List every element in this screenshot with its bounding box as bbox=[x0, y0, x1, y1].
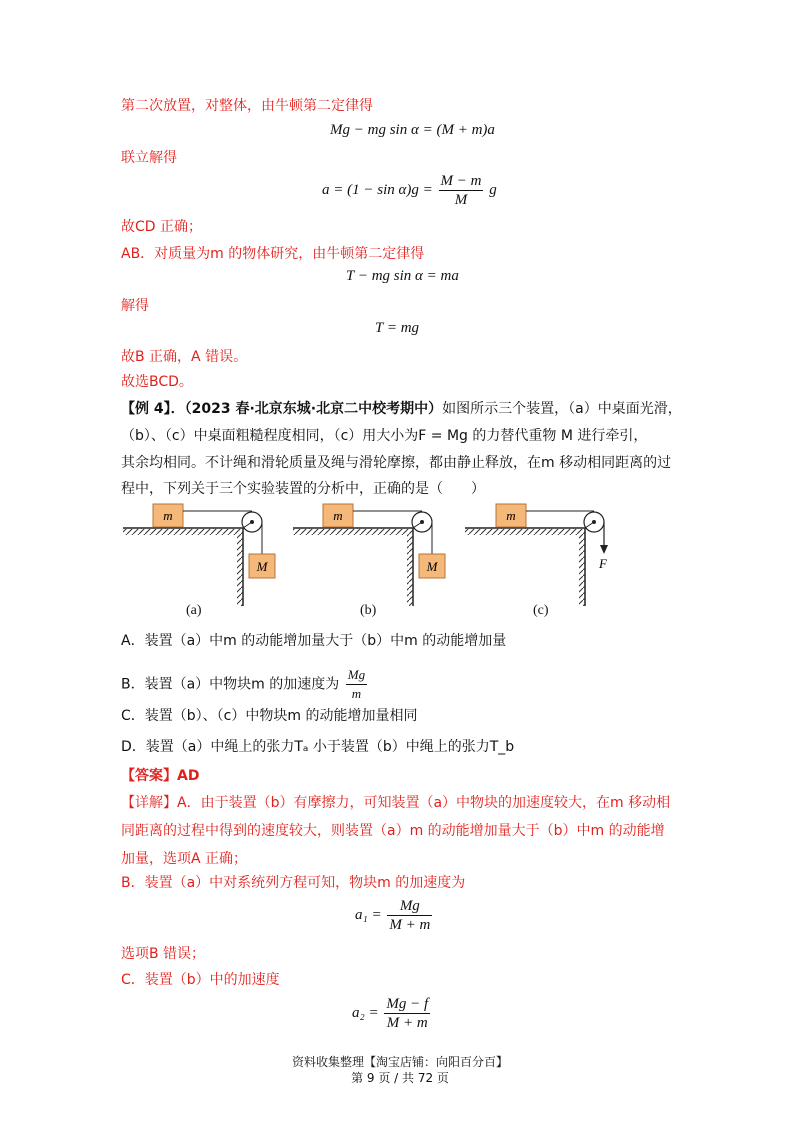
table-edge bbox=[579, 535, 585, 606]
label-m: m bbox=[163, 508, 173, 523]
text-line: 故选BCD。 bbox=[121, 374, 193, 390]
detail-line: 【详解】A．由于装置（b）有摩擦力，可知装置（a）中物块的加速度较大，在m 移动相 bbox=[121, 795, 671, 811]
fraction bbox=[439, 172, 484, 209]
label-m: m bbox=[333, 508, 343, 523]
option-b-text: B．装置（a）中物块m 的加速度为 bbox=[121, 676, 340, 693]
equation bbox=[322, 172, 497, 209]
table-edge bbox=[407, 535, 413, 606]
detail-line: 选项B 错误； bbox=[121, 946, 206, 962]
option-b bbox=[121, 666, 369, 703]
caption-a: (a) bbox=[186, 603, 202, 618]
detail-line: B．装置（a）中对系统列方程可知，物块m 的加速度为 bbox=[121, 875, 466, 891]
footer-source: 资料收集整理【淘宝店铺：向阳百分百】 bbox=[291, 1055, 508, 1069]
question-line: （b）、（c）中桌面粗糙程度相同，（c）用大小为F = Mg 的力替代重物 M 进行牵引， bbox=[121, 428, 648, 444]
example-tag: 【例 4】． bbox=[121, 401, 185, 417]
page-number: 第 9 页 / 共 72 页 bbox=[351, 1071, 449, 1085]
option-c: C．装置（b）、（c）中物块m 的动能增加量相同 bbox=[121, 708, 418, 724]
fraction bbox=[346, 666, 367, 703]
device-a bbox=[123, 504, 275, 606]
fraction-denominator: m bbox=[351, 686, 362, 701]
label-F: F bbox=[599, 556, 607, 571]
label-M: M bbox=[426, 559, 438, 574]
question-line: 其余均相同。不计绳和滑轮质量及绳与滑轮摩擦，都由静止释放，在m 移动相同距离的过 bbox=[121, 455, 672, 471]
equation-left: a₁ = bbox=[355, 906, 382, 923]
answer-label: 【答案】AD bbox=[121, 768, 200, 784]
table-edge bbox=[237, 535, 243, 606]
fraction-numerator: Mg − f bbox=[386, 996, 429, 1012]
fraction-numerator: Mg bbox=[346, 666, 367, 685]
question-line: 程中，下列关于三个实验装置的分析中，正确的是（ ） bbox=[121, 481, 485, 497]
label-M: M bbox=[256, 559, 268, 574]
fraction-numerator: M − m bbox=[440, 173, 482, 189]
equation: T − mg sin α = ma bbox=[346, 268, 459, 284]
device-c bbox=[465, 504, 608, 606]
text-line: 解得 bbox=[121, 298, 149, 314]
equation bbox=[352, 995, 432, 1032]
fraction bbox=[387, 897, 432, 934]
fraction bbox=[384, 995, 430, 1032]
text-line: 第二次放置，对整体，由牛顿第二定律得 bbox=[121, 98, 373, 114]
device-b bbox=[293, 504, 445, 606]
text-line: 联立解得 bbox=[121, 150, 177, 166]
equation bbox=[355, 897, 434, 934]
label-m: m bbox=[506, 508, 516, 523]
text-line: 故B 正确，A 错误。 bbox=[121, 349, 248, 365]
table-surface bbox=[123, 529, 243, 535]
table-surface bbox=[293, 529, 413, 535]
example-source: （2023 春·北京东城·北京二中校考期中） bbox=[184, 401, 443, 417]
fraction-denominator: M bbox=[454, 192, 468, 208]
text-line: AB．对质量为m 的物体研究，由牛顿第二定律得 bbox=[121, 246, 425, 262]
question-line bbox=[121, 399, 682, 419]
detail-line: 同距离的过程中得到的速度较大，则装置（a）m 的动能增加量大于（b）中m 的动能增 bbox=[121, 823, 665, 839]
equation: T = mg bbox=[375, 320, 420, 336]
equation-left: a = (1 − sin α)g = bbox=[322, 181, 433, 198]
fraction-denominator: M + m bbox=[389, 917, 431, 933]
table-surface bbox=[465, 529, 585, 535]
detail-line: C．装置（b）中的加速度 bbox=[121, 972, 280, 988]
equation: Mg − mg sin α = (M + m)a bbox=[330, 122, 495, 138]
option-d: D．装置（a）中绳上的张力Tₐ 小于装置（b）中绳上的张力T_b bbox=[121, 739, 515, 755]
equation-left: a₂ = bbox=[352, 1004, 379, 1021]
option-a: A．装置（a）中m 的动能增加量大于（b）中m 的动能增加量 bbox=[121, 633, 507, 649]
caption-b: (b) bbox=[360, 603, 377, 618]
fraction-denominator: M + m bbox=[386, 1015, 428, 1031]
question-text: 如图所示三个装置，（a）中桌面光滑， bbox=[442, 401, 682, 417]
equation-right: g bbox=[489, 181, 497, 198]
detail-line: 加量，选项A 正确； bbox=[121, 851, 248, 867]
caption-c: (c) bbox=[533, 603, 549, 618]
fraction-numerator: Mg bbox=[387, 897, 432, 916]
text-line: 故CD 正确； bbox=[121, 219, 203, 235]
